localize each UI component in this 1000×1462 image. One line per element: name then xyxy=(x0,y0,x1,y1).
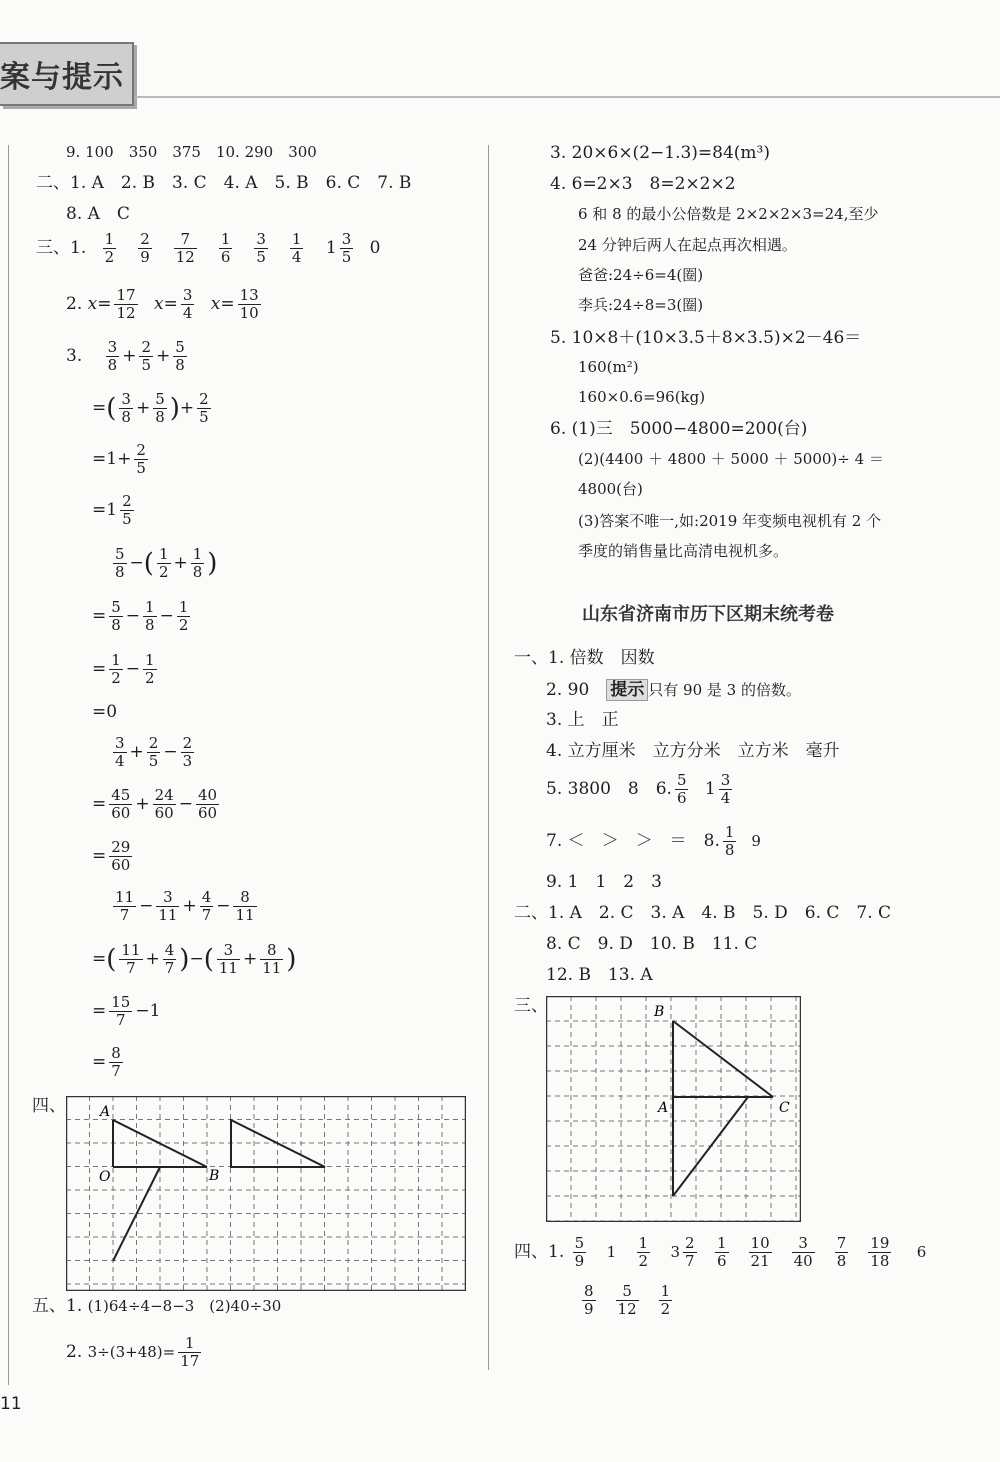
answer-line: 24 分钟后两人在起点再次相遇。 xyxy=(578,236,797,254)
hint-badge: 提示 xyxy=(606,679,648,701)
point-label-a: A xyxy=(658,1100,669,1116)
answer-line: 二、1. A 2. C 3. A 4. B 5. D 6. C 7. C xyxy=(514,903,892,923)
answer-line: 12. B 13. A xyxy=(546,965,653,985)
grid-figure-right xyxy=(546,996,801,1222)
answer-line: 8. C 9. D 10. B 11. C xyxy=(546,934,758,954)
exam-title: 山东省济南市历下区期末统考卷 xyxy=(582,604,834,625)
answer-line: 2. 3÷(3+48)= $\frac{1}{17}$ xyxy=(66,1334,200,1370)
calc-row: = $\frac{45}{60}$ + $\frac{24}{60}$ − $\frac{40}{60}$ xyxy=(92,786,218,822)
calc-row: 3. $\frac{3}{8}$ + $\frac{2}{5}$ + $\frac{5}{8}$ xyxy=(66,338,185,374)
calc-row: $\frac{5}{8}$ −( $\frac{1}{2}$ + $\frac{1}{8}$ ) xyxy=(115,545,218,581)
grid-figure-left xyxy=(66,1096,466,1291)
calc-row: =0 xyxy=(92,702,118,722)
point-label-o: O xyxy=(99,1169,111,1185)
point-label-b: B xyxy=(654,1004,665,1020)
fraction: $\frac{3}{5}$ xyxy=(256,230,266,266)
calc-row: =1+ $\frac{2}{5}$ xyxy=(92,441,146,477)
answer-line: (3)答案不唯一,如:2019 年变频电视机有 2 个 xyxy=(578,512,882,530)
fraction-row: 三、1. $\frac{1}{2}$ $\frac{2}{9}$ $\frac{7}{12}$ $\frac{1}{6}$ $\frac{3}{5}$ $\frac{1}{4}$ 1 $\frac{3}{5}$ 0 xyxy=(36,230,381,266)
point-label-b: B xyxy=(209,1168,220,1184)
answer-line: 五、1. (1)64÷4−8−3 (2)40÷30 xyxy=(32,1296,282,1316)
header-title: 案与提示 xyxy=(0,60,124,95)
column-divider xyxy=(488,145,489,1370)
calc-row: =( $\frac{3}{8}$ + $\frac{5}{8}$ )+ $\frac{2}{5}$ xyxy=(92,390,209,426)
answer-line: 一、1. 倍数 因数 xyxy=(514,648,655,668)
answer-line: 6. (1)三 5000−4800=200(台) xyxy=(550,419,808,439)
fraction: $\frac{7}{8}$ xyxy=(836,1234,847,1270)
calc-row: $\frac{11}{7}$ − $\frac{3}{11}$ + $\frac{4}{7}$ − $\frac{8}{11}$ xyxy=(115,888,255,924)
fraction: $\frac{2}{9}$ xyxy=(140,230,150,266)
answer-line: 4800(台) xyxy=(578,480,643,498)
calc-row: = $\frac{15}{7}$ −1 xyxy=(92,993,161,1029)
calc-row: = $\frac{5}{8}$ − $\frac{1}{8}$ − $\frac{1}{2}$ xyxy=(92,598,189,634)
calc-row: = $\frac{29}{60}$ xyxy=(92,838,131,874)
section-header xyxy=(0,42,134,106)
fraction: $\frac{1}{2}$ xyxy=(104,230,115,266)
fraction: $\frac{19}{18}$ xyxy=(870,1234,890,1270)
answer-line: 9. 1 1 2 3 xyxy=(546,872,662,892)
fraction: $\frac{3}{40}$ xyxy=(793,1234,813,1270)
answer-line: 二、1. A 2. B 3. C 4. A 5. B 6. C 7. B xyxy=(36,173,412,193)
fraction: $\frac{1}{4}$ xyxy=(291,230,302,266)
answer-line: 4. 立方厘米 立方分米 立方米 毫升 xyxy=(546,741,840,761)
point-label-c: C xyxy=(779,1100,790,1116)
calc-row: = $\frac{8}{7}$ xyxy=(92,1044,121,1080)
fraction: $\frac{3}{5}$ xyxy=(341,230,352,266)
answer-line: 160×0.6=96(kg) xyxy=(578,388,706,406)
answer-line: 4. 6=2×3 8=2×2×2 xyxy=(550,174,736,194)
answer-line: 5. 3800 8 6. $\frac{5}{6}$ 1 $\frac{3}{4}$ xyxy=(546,771,731,807)
fraction: $\frac{8}{9}$ xyxy=(584,1282,594,1318)
answer-line: 爸爸:24÷6=4(圈) xyxy=(578,266,704,284)
calc-row: =1 $\frac{2}{5}$ xyxy=(92,492,132,528)
fraction-row: 四、1. $\frac{5}{9}$ 1 $\frac{1}{2}$ 3 $\frac{2}{7}$ $\frac{1}{6}$ $\frac{10}{21}$ $\frac{3}{40}$ $\frac{7}{8}$ $\frac{19}{18}$ 6 xyxy=(514,1234,927,1270)
calc-row: = $\frac{1}{2}$ − $\frac{1}{2}$ xyxy=(92,651,155,687)
fraction-row xyxy=(572,1284,682,1317)
fraction-list xyxy=(572,1282,682,1318)
answer-line: 3. 20×6×(2−1.3)=84(m³) xyxy=(550,143,770,163)
point-label-a: A xyxy=(100,1104,111,1120)
fraction: $\frac{5}{12}$ xyxy=(617,1282,637,1318)
fraction: $\frac{1}{2}$ xyxy=(660,1282,671,1318)
left-margin-rule xyxy=(8,145,9,1385)
section-label: 四、 xyxy=(32,1096,66,1116)
fraction: $\frac{10}{21}$ xyxy=(750,1234,770,1270)
answer-line: 7. ＜ ＞ ＞ ＝ 8. $\frac{1}{8}$ 9 xyxy=(546,823,761,859)
answer-line: 李兵:24÷8=3(圈) xyxy=(578,296,704,314)
answer-line: 3. 上 正 xyxy=(546,710,619,730)
answer-line: 季度的销售量比高清电视机多。 xyxy=(578,542,789,560)
fraction-list xyxy=(705,1234,901,1270)
answer-line: 2. 90 提示 只有 90 是 3 的倍数。 xyxy=(546,680,801,700)
fraction: $\frac{7}{12}$ xyxy=(175,230,195,266)
answer-line: 8. A C xyxy=(66,204,130,224)
answer-line: 6 和 8 的最小公倍数是 2×2×2×3=24,至少 xyxy=(578,205,879,223)
fraction: $\frac{1}{6}$ xyxy=(220,230,231,266)
answer-line: 5. 10×8＋(10×3.5＋8×3.5)×2－46＝ xyxy=(550,328,862,348)
calc-row: =( $\frac{11}{7}$ + $\frac{4}{7}$ )−( $\frac{3}{11}$ + $\frac{8}{11}$ ) xyxy=(92,941,297,977)
fraction: $\frac{1}{6}$ xyxy=(717,1234,727,1270)
answer-line: 160(m²) xyxy=(578,358,639,376)
page-number: 11 xyxy=(0,1394,22,1414)
equation-row: 2. x= $\frac{17}{12}$ x= $\frac{3}{4}$ x= $\frac{13}{10}$ xyxy=(66,286,259,322)
answer-line: 9. 100 350 375 10. 290 300 xyxy=(66,143,317,161)
answer-line: (2)(4400 ＋ 4800 ＋ 5000 ＋ 5000)÷ 4 ＝ xyxy=(578,450,884,468)
section-label: 三、 xyxy=(514,996,548,1016)
calc-row: $\frac{3}{4}$ + $\frac{2}{5}$ − $\frac{2}{3}$ xyxy=(115,734,193,770)
header-rule xyxy=(135,96,1000,98)
